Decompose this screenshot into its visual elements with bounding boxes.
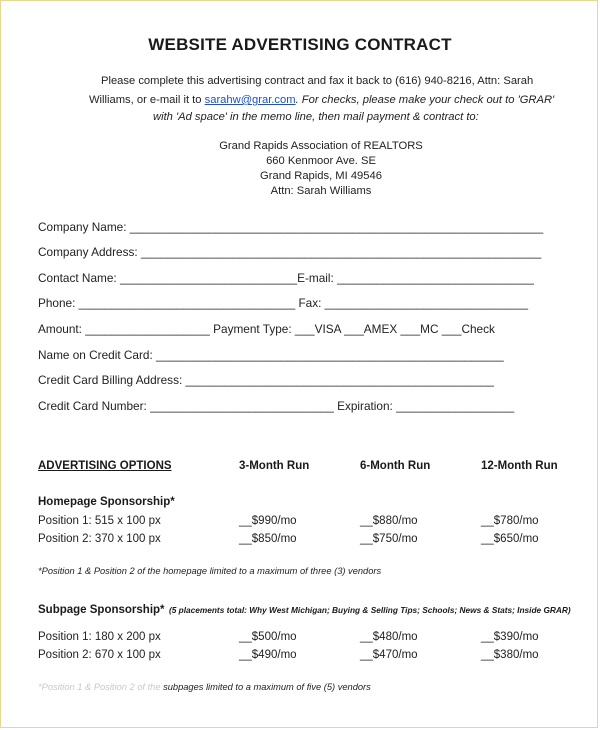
address-city: Grand Rapids, MI 49546 [260,170,382,182]
subpage-sponsorship-title: Subpage Sponsorship* [38,604,165,616]
company-address-field[interactable]: Company Address: _____________________________________________________________ [38,245,542,259]
homepage-row-1-label: Position 1: 515 x 100 px [38,515,161,527]
subpage-row-1-6mo[interactable]: __$480/mo [360,631,418,643]
subpage-row-1-3mo[interactable]: __$500/mo [239,631,297,643]
intro-line-1: Please complete this advertising contract and fax it back to (616) 940-8216, Attn: Sarah [101,75,534,87]
homepage-row-1-12mo[interactable]: __$780/mo [481,515,539,527]
intro-line-3: with 'Ad space' in the memo line, then mail payment & contract to: [153,111,479,123]
subpage-row-2-label: Position 2: 670 x 100 px [38,649,161,661]
amount-payment-field[interactable]: Amount: ___________________ Payment Type: ___VISA ___AMEX ___MC ___Check [38,322,495,336]
subpage-placements-note: (5 placements total: Why West Michigan; Buying & Selling Tips; Schools; News & Stats; Inside GRAR) [168,605,571,615]
homepage-sponsorship-title: Homepage Sponsorship* [38,496,175,508]
subpage-row-2-3mo[interactable]: __$490/mo [239,649,297,661]
subpage-sponsorship-heading [38,600,571,618]
homepage-row-2-3mo[interactable]: __$850/mo [239,533,297,545]
subpage-note-main-part: subpages limited to a maximum of five (5) vendors [163,682,371,692]
homepage-row-1-6mo[interactable]: __$880/mo [360,515,418,527]
billing-address-field[interactable]: Credit Card Billing Address: _______________________________________________ [38,373,494,387]
homepage-row-1-3mo[interactable]: __$990/mo [239,515,297,527]
homepage-note: *Position 1 & Position 2 of the homepage limited to a maximum of three (3) vendors [38,566,382,576]
subpage-row-2-12mo[interactable]: __$380/mo [481,649,539,661]
subpage-row-1-12mo[interactable]: __$390/mo [481,631,539,643]
email-link[interactable]: sarahw@grar.com [204,94,296,106]
subpage-note [38,682,371,692]
subpage-note-faded-part: *Position 1 & Position 2 of the [38,682,164,692]
address-org: Grand Rapids Association of REALTORS [219,140,423,152]
col-6-month: 6-Month Run [360,460,431,472]
col-3-month: 3-Month Run [239,460,310,472]
options-header: ADVERTISING OPTIONS [38,460,172,472]
document-title: WEBSITE ADVERTISING CONTRACT [148,35,452,54]
subpage-row-2-6mo[interactable]: __$470/mo [360,649,418,661]
card-name-field[interactable]: Name on Credit Card: _____________________________________________________ [38,348,504,362]
homepage-row-2-12mo[interactable]: __$650/mo [481,533,539,545]
col-12-month: 12-Month Run [481,460,558,472]
intro-line-2-prefix: Williams, or e-mail it to [89,94,205,106]
intro-line-2 [89,94,554,106]
subpage-row-1-label: Position 1: 180 x 200 px [38,631,161,643]
address-attn: Attn: Sarah Williams [270,185,372,197]
homepage-row-2-label: Position 2: 370 x 100 px [38,533,161,545]
card-number-field[interactable]: Credit Card Number: ____________________________ Expiration: __________________ [38,399,515,413]
company-name-field[interactable]: Company Name: _______________________________________________________________ [38,220,544,234]
address-street: 660 Kenmoor Ave. SE [266,155,376,167]
intro-line-2-suffix: . For checks, please make your check out to 'GRAR' [295,94,555,106]
contact-email-field[interactable]: Contact Name: ___________________________E-mail: ______________________________ [38,271,534,285]
phone-fax-field[interactable]: Phone: _________________________________ Fax: _______________________________ [38,296,529,310]
homepage-row-2-6mo[interactable]: __$750/mo [360,533,418,545]
